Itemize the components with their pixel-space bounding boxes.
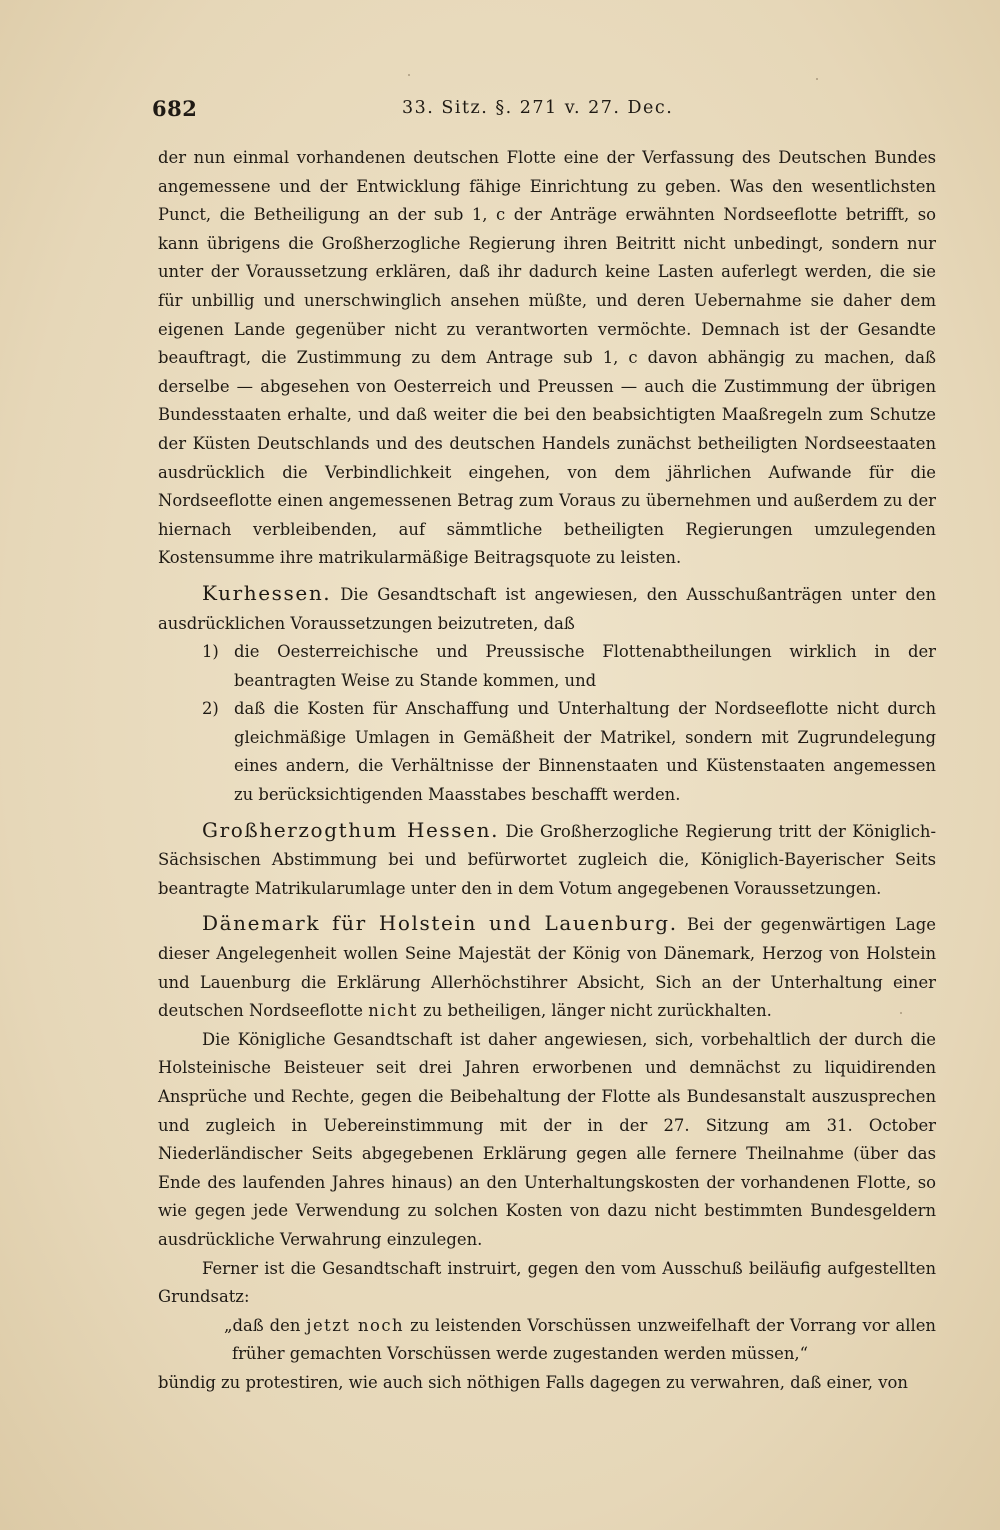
list-item-text: daß die Kosten für Anschaffung und Unterhaltung der Nordseeflotte nicht durch gleichmäßige Umlagen in Gemäßheit der Matrikel, sondern mit Zugrundelegung eines andern, die Verhältnisse der Binnenstaaten und Küstenstaaten angemessen zu berücksichtigenden Maasstabes beschafft werden. bbox=[234, 699, 936, 805]
hessen-text: Die Großherzogliche Regierung tritt der Königlich-Sächsischen Abstimmung bei und befürwortet zugleich die, Königlich-Bayerischer Seits beantragte Matrikularumlage unter den in dem Votum angegebenen Voraussetzungen. bbox=[158, 821, 937, 898]
paragraph-gesandtschaft: Die Königliche Gesandtschaft ist daher angewiesen, sich, vorbehaltlich der durch die Holsteinische Beisteuer seit drei Jahren erworbenen und demnächst zu liquidirenden Ansprüche und Rechte, gegen die Beibehaltung der Flotte als Bundesanstalt auszusprechen und zugleich in Uebereinstimmung mit der in der 27. Sitzung am 31. October Niederländischer Seits abgegebenen Erklärung gegen alle fernere Theilnahme (über das Ende des laufenden Jahres hinaus) an den Unterhaltungskosten der vorhandenen Flotte, so wie gegen jede Verwendung zu solchen Kosten von dazu nicht bestimmten Bundesgeldern ausdrückliche Verwahrung einzulegen. bbox=[158, 1029, 936, 1249]
kurhessen-text: Die Gesandtschaft ist angewiesen, den Ausschußanträgen unter den ausdrücklichen Voraussetzungen beizutreten, daß bbox=[158, 584, 937, 633]
running-head: 33. Sitz. §. 271 v. 27. Dec. bbox=[402, 98, 674, 118]
paragraph-last: bündig zu protestiren, wie auch sich nöthigen Falls dagegen zu verwahren, daß einer, von bbox=[158, 1372, 908, 1392]
paragraph-ferner: Ferner ist die Gesandtschaft instruirt, gegen den vom Ausschuß beiläufig aufgestellten Grundsatz: bbox=[158, 1258, 936, 1307]
list-item-number: 2) bbox=[202, 699, 219, 719]
page-body bbox=[158, 144, 936, 1398]
page-header bbox=[152, 96, 862, 126]
emphasized-word: nicht bbox=[368, 1001, 418, 1021]
paper-speck bbox=[408, 74, 410, 76]
paragraph-daenemark bbox=[158, 909, 936, 1025]
quote-start: „daß den bbox=[224, 1315, 301, 1335]
list-item-text: die Oesterreichische und Preussische Flottenabtheilungen wirklich in der beantragten Weise zu Stande kommen, und bbox=[234, 642, 936, 690]
daenemark-text-end: zu betheiligen, länger nicht zurückhalten. bbox=[423, 1001, 772, 1021]
list-item bbox=[158, 695, 936, 809]
quote-end: zu leistenden Vorschüssen unzweifelhaft der Vorrang vor allen früher gemachten Vorschüssen werde zugestanden werden müssen,“ bbox=[232, 1315, 936, 1364]
daenemark-text: Bei der gegenwärtigen Lage dieser Angelegenheit wollen Seine Majestät der König von Dänemark, Herzog von Holstein und Lauenburg die Erklärung Allerhöchstihrer Absicht, Sich an der Unterhaltung einer deutschen Nordseeflotte bbox=[158, 915, 936, 1021]
block-quote bbox=[158, 1312, 936, 1369]
list-item-number: 1) bbox=[202, 642, 219, 662]
section-heading-kurhessen: Kurhessen. bbox=[202, 580, 332, 605]
page-number: 682 bbox=[152, 96, 198, 121]
section-heading-hessen: Großherzogthum Hessen. bbox=[202, 817, 500, 842]
paragraph-hessen bbox=[158, 816, 936, 904]
paragraph-kurhessen bbox=[158, 579, 936, 638]
list-item bbox=[158, 638, 936, 695]
emphasized-words: jetzt noch bbox=[306, 1315, 405, 1335]
paper-speck bbox=[816, 78, 818, 80]
paragraph-continuation: der nun einmal vorhandenen deutschen Flotte eine der Verfassung des Deutschen Bundes angemessene und der Entwicklung fähige Einrichtung zu geben. Was den wesentlichsten Punct, die Betheiligung an der sub 1, c der Anträge erwähnten Nordseeflotte betrifft, so kann übrigens die Großherzogliche Regierung ihren Beitritt nicht unbedingt, sondern nur unter der Voraussetzung erklären, daß ihr dadurch keine Lasten auferlegt werden, die sie für unbillig und unerschwinglich ansehen müßte, und deren Uebernahme sie daher dem eigenen Lande gegenüber nicht zu verantworten vermöchte. Demnach ist der Gesandte beauftragt, die Zustimmung zu dem Antrage sub 1, c davon abhängig zu machen, daß derselbe — abgesehen von Oesterreich und Preussen — auch die Zustimmung der übrigen Bundesstaaten erhalte, und daß weiter die bei den beabsichtigten Maaßregeln zum Schutze der Küsten Deutschlands und des deutschen Handels zunächst betheiligten Nordseestaaten ausdrücklich die Verbindlichkeit eingehen, von dem jährlichen Aufwande für die Nordseeflotte einen angemessenen Betrag zum Voraus zu übernehmen und außerdem zu der hiernach verbleibenden, auf sämmtliche betheiligten Regierungen umzulegenden Kostensumme ihre matrikularmäßige Beitragsquote zu leisten. bbox=[158, 148, 936, 568]
section-heading-daenemark: Dänemark für Holstein und Lauenburg. bbox=[202, 911, 678, 936]
